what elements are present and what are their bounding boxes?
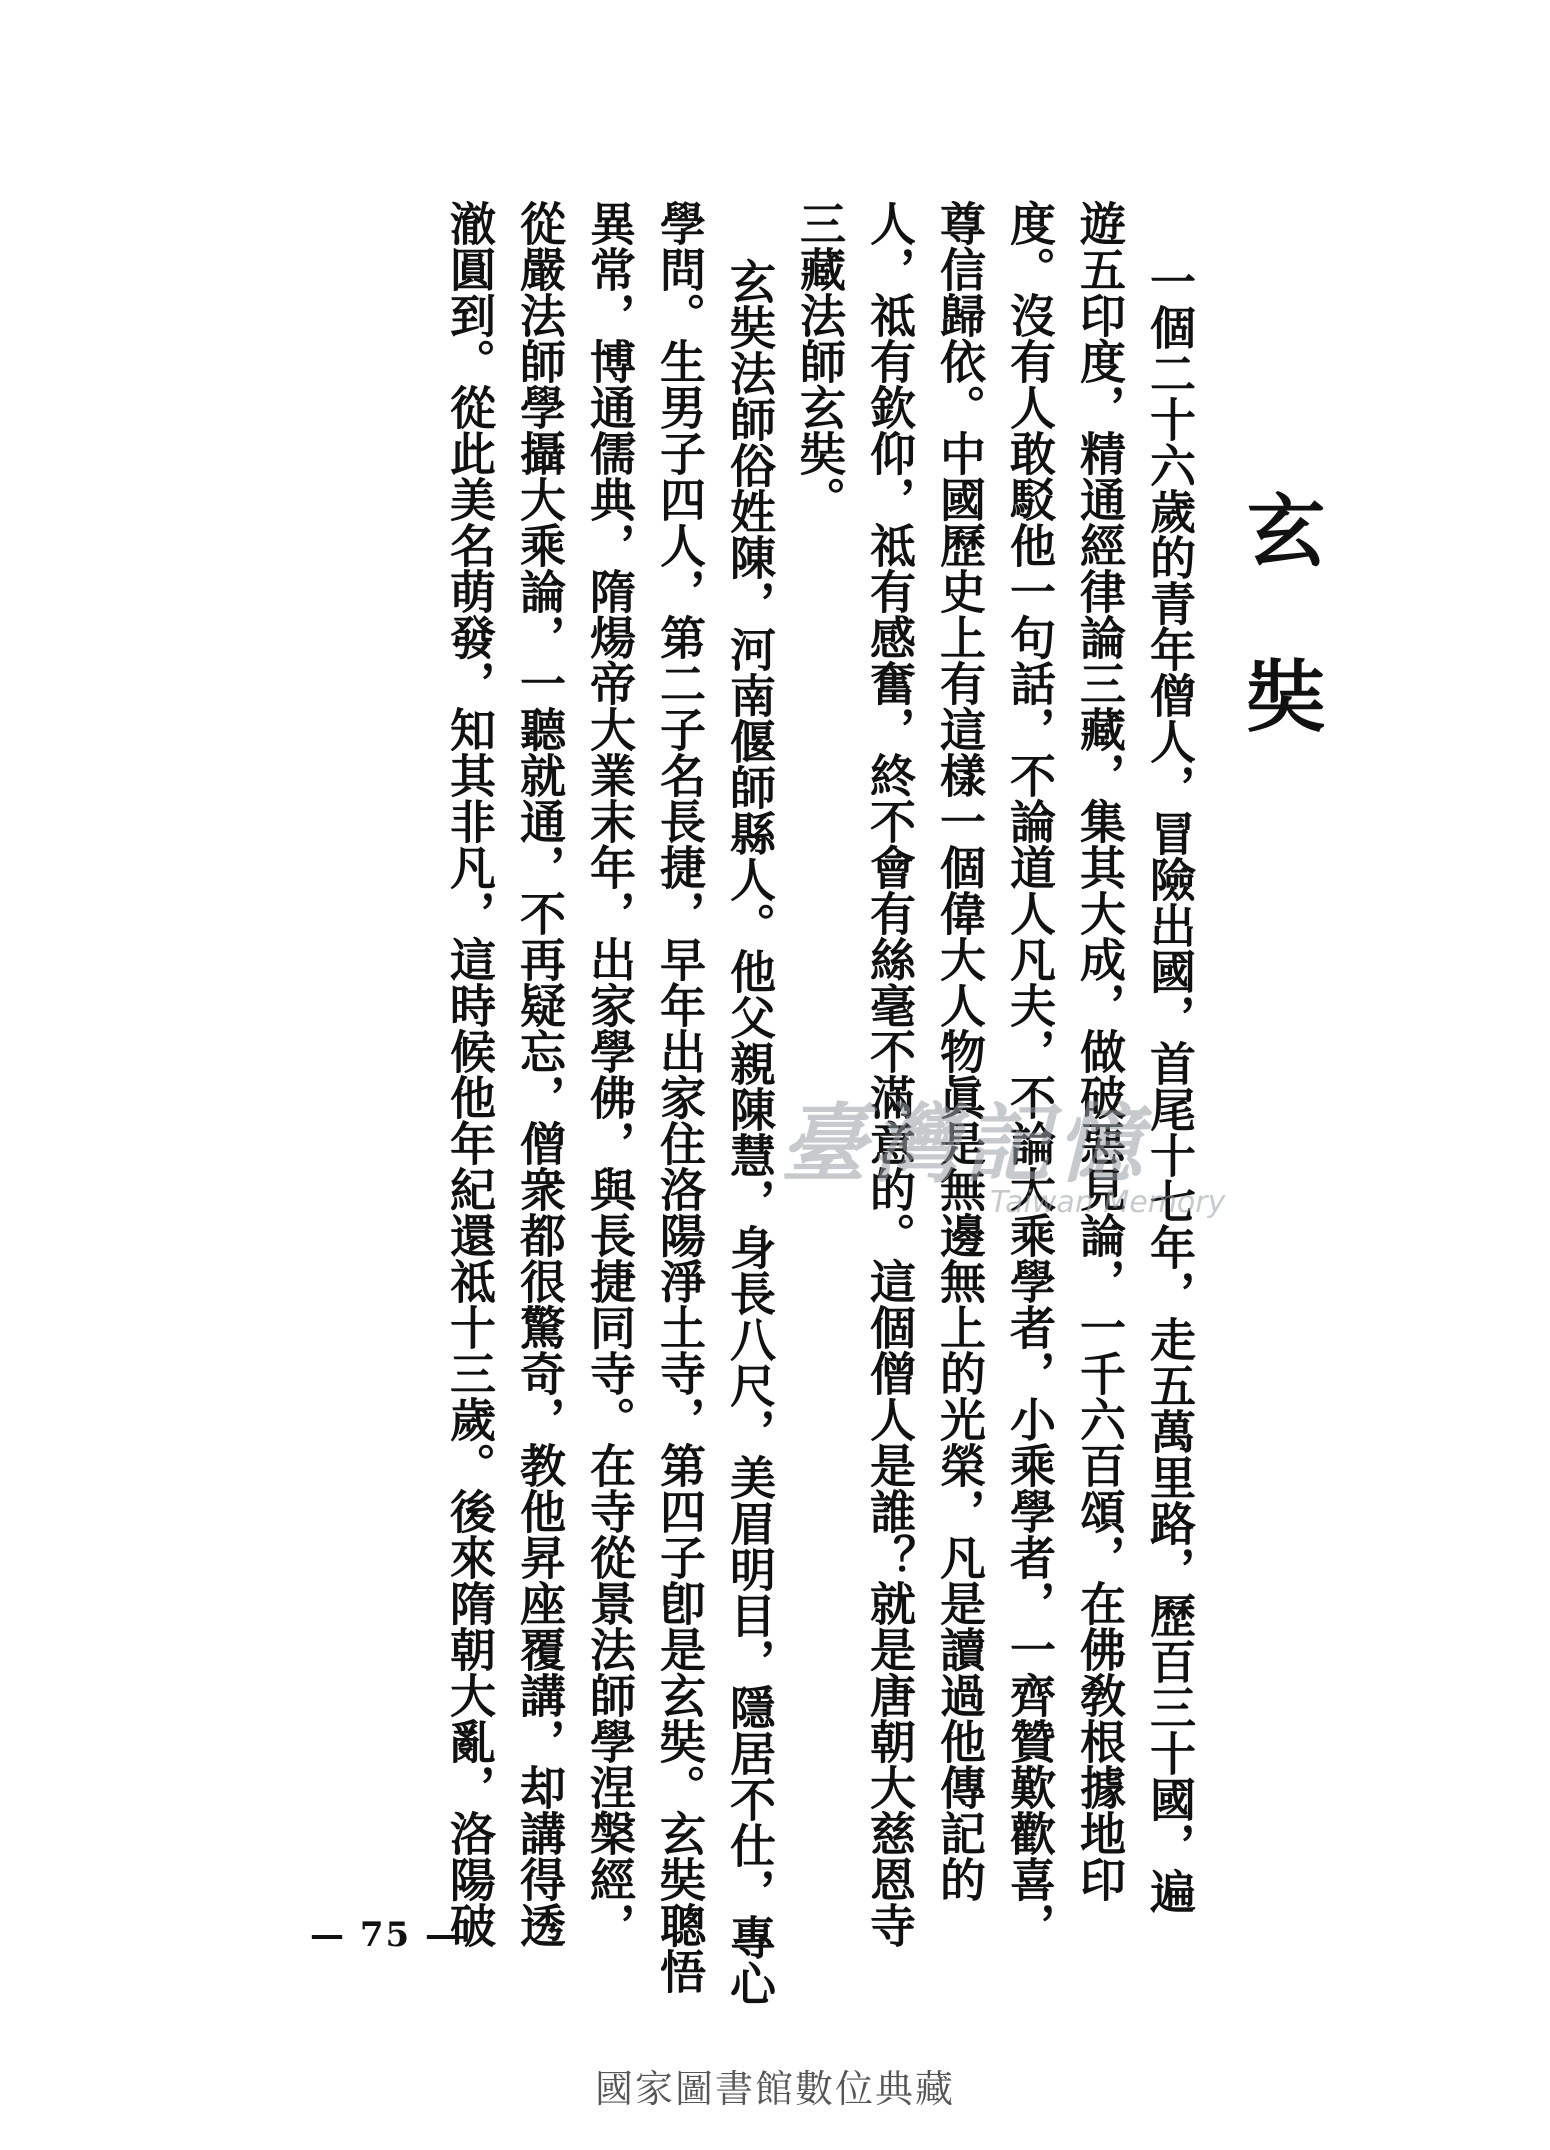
- text-column-8: 學問。生男子四人，第二子名長捷，早年出家住洛陽淨土寺，第四子卽是玄奘。玄奘聰悟: [653, 200, 707, 1994]
- text-column-6: 三藏法師玄奘。: [793, 200, 847, 522]
- text-column-11: 澈圓到。從此美名萌發，知其非凡，這時候他年紀還祗十三歲。後來隋朝大亂，洛陽破: [443, 200, 497, 1948]
- footer-credit: 國家圖書館數位典藏: [594, 2067, 955, 2111]
- watermark-cn: 臺灣記憶: [780, 1094, 1148, 1195]
- text-column-4: 尊信歸依。中國歷史上有這樣一個偉大人物眞是無邊無上的光榮，凡是讀過他傳記的: [933, 200, 987, 1902]
- page-number: — 75 —: [310, 1915, 461, 1955]
- watermark-en: Taiwan Memory: [990, 1185, 1226, 1220]
- text-column-3: 度。沒有人敢駁他一句話，不論道人凡夫，不論大乘學者，小乘學者，一齊贊歎歡喜，: [1003, 200, 1057, 1948]
- text-column-1: 一個二十六歲的青年僧人，冒險出國，首尾十七年，走五萬里路，歷百三十國，遍: [1143, 258, 1197, 1914]
- text-column-5: 人，祗有欽仰，祗有感奮，終不會有絲毫不滿意的。這個僧人是誰？就是唐朝大慈恩寺: [863, 200, 917, 1948]
- page-title: 玄 奘: [1234, 490, 1325, 764]
- text-column-2: 遊五印度，精通經律論三藏，集其大成，做破惡見論，一千六百頌，在佛敎根據地印: [1073, 200, 1127, 1902]
- text-column-10: 從嚴法師學攝大乘論，一聽就通，不再疑忘，僧衆都很驚奇，教他昇座覆講，却講得透: [513, 200, 567, 1948]
- text-column-7: 玄奘法師俗姓陳，河南偃師縣人。他父親陳慧，身長八尺，美眉明目，隱居不仕，專心: [723, 258, 777, 2006]
- text-column-9: 異常，博通儒典，隋煬帝大業末年，出家學佛，與長捷同寺。在寺從景法師學涅槃經，: [583, 200, 637, 1948]
